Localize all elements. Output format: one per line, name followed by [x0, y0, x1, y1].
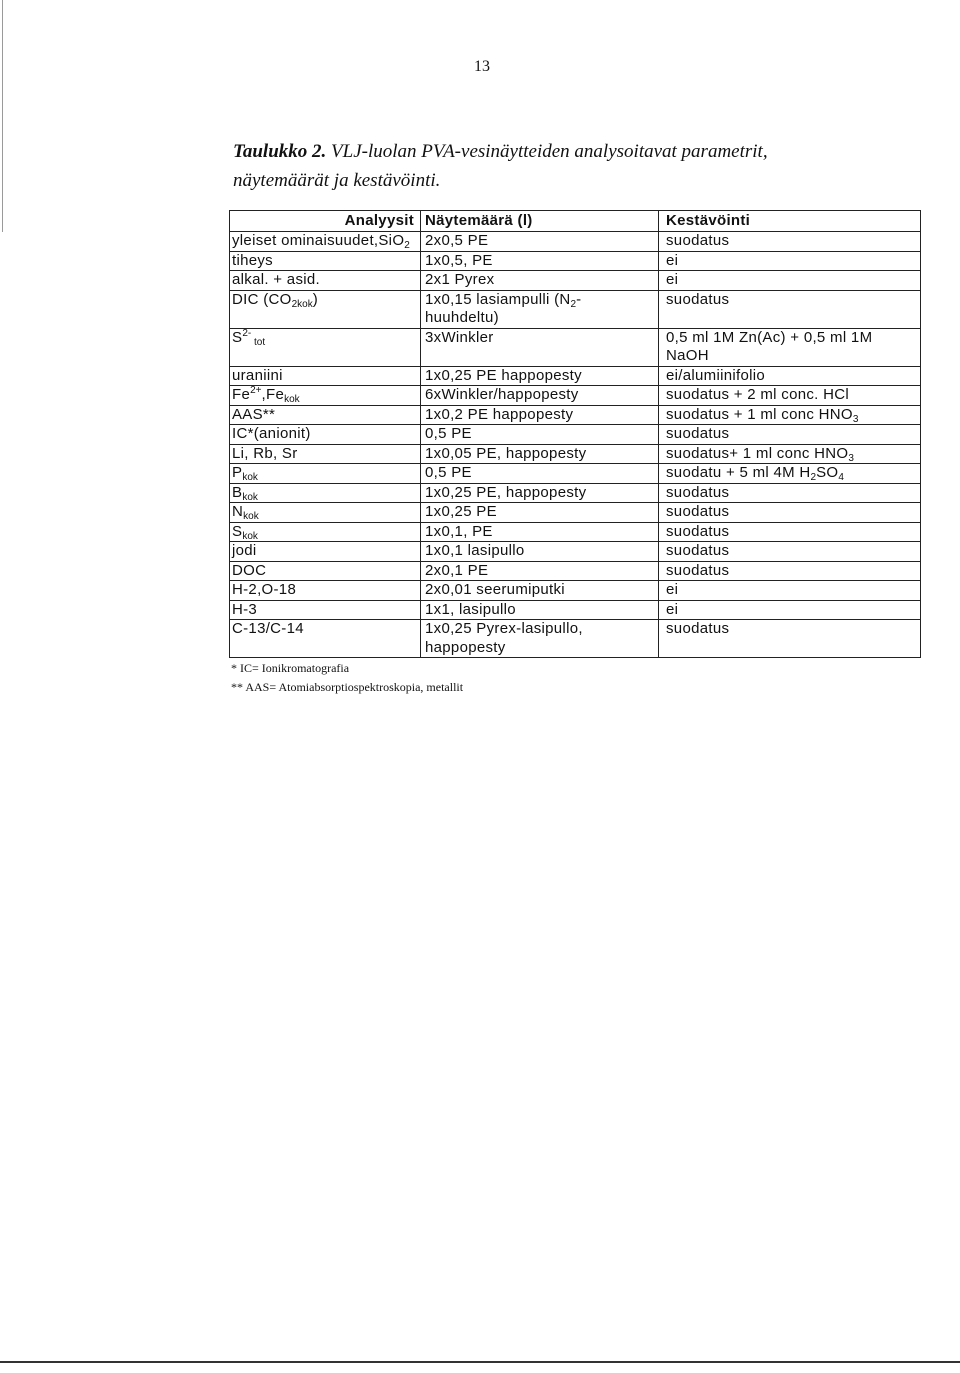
- table-row: [230, 620, 921, 658]
- header-analyses: Analyysit: [230, 211, 421, 232]
- caption-text: VLJ-luolan PVA-vesinäytteiden analysoitavat parametrit, näytemäärät ja kestävöinti.: [233, 141, 768, 191]
- cell-text: suodatus: [666, 232, 730, 249]
- analyte-cell: [230, 522, 421, 542]
- preservation-cell: [659, 366, 921, 386]
- preservation-cell: [659, 522, 921, 542]
- preservation-cell: [659, 581, 921, 601]
- subscript-text: 4: [838, 472, 844, 483]
- header-sample-amount: Näytemäärä (l): [421, 211, 659, 232]
- preservation-cell: [659, 464, 921, 484]
- cell-text: 1x0,25 Pyrex-lasipullo, happopesty: [425, 620, 583, 656]
- cell-text: 2x1 Pyrex: [425, 271, 495, 288]
- analyte-cell: [230, 328, 421, 366]
- cell-text: 1x0,1, PE: [425, 522, 493, 540]
- table-header: [230, 211, 921, 232]
- table-row: [230, 425, 921, 445]
- parameters-table: [229, 210, 921, 658]
- cell-text: suodatus: [666, 620, 730, 637]
- cell-text: SO: [816, 464, 839, 481]
- footnote-aas: ** AAS= Atomiabsorptiospektroskopia, metallit: [231, 680, 464, 694]
- cell-text: 1x0,05 PE, happopesty: [425, 444, 587, 462]
- table-row: [230, 232, 921, 252]
- amount-cell: [421, 290, 659, 328]
- subscript-text: 2: [404, 240, 410, 251]
- cell-text: Li, Rb, Sr: [232, 444, 298, 462]
- cell-text: 1x0,1 lasipullo: [425, 542, 525, 559]
- analyte-cell: [230, 620, 421, 658]
- amount-cell: [421, 503, 659, 523]
- analyte-cell: [230, 542, 421, 562]
- table-row: [230, 366, 921, 386]
- table-row: [230, 251, 921, 271]
- cell-text: 0,5 ml 1M Zn(Ac) + 0,5 ml 1M NaOH: [666, 328, 873, 364]
- preservation-cell: [659, 503, 921, 523]
- cell-text: ei/alumiinifolio: [666, 366, 766, 384]
- cell-text: suodatus: [666, 483, 730, 501]
- cell-text: ,Fe: [261, 386, 285, 403]
- cell-text: 2x0,5 PE: [425, 232, 489, 249]
- subscript-text: 2kok: [291, 298, 313, 310]
- analyte-cell: [230, 503, 421, 523]
- cell-text: 1x0,5, PE: [425, 251, 493, 269]
- analyte-cell: [230, 366, 421, 386]
- cell-text: H-3: [232, 600, 258, 618]
- amount-cell: [421, 366, 659, 386]
- cell-text: suodatus+ 1 ml conc HNO: [666, 444, 849, 462]
- cell-text: -huuhdeltu): [425, 290, 582, 326]
- cell-text: suodatus: [666, 425, 730, 442]
- cell-text: 0,5 PE: [425, 464, 472, 481]
- subscript-text: 2: [810, 472, 817, 483]
- cell-text: uraniini: [232, 366, 283, 384]
- table-row: [230, 271, 921, 291]
- superscript-text: 2-: [242, 327, 252, 339]
- subscript-text: 3: [848, 452, 854, 464]
- analyte-cell: [230, 464, 421, 484]
- cell-text: Fe: [232, 386, 251, 403]
- cell-text: suodatus: [666, 522, 730, 540]
- cell-text: 1x0,15 lasiampulli (N: [425, 290, 571, 308]
- subscript-text: kok: [242, 491, 258, 503]
- analyte-cell: [230, 405, 421, 425]
- page-number: 13: [474, 58, 490, 75]
- cell-text: ei: [666, 581, 679, 598]
- cell-text: yleiset ominaisuudet,SiO: [232, 232, 405, 249]
- table-row: [230, 386, 921, 406]
- preservation-cell: [659, 405, 921, 425]
- subscript-text: 2: [570, 298, 577, 310]
- cell-text: 1x0,25 PE: [425, 503, 497, 520]
- table-row: [230, 542, 921, 562]
- amount-cell: [421, 386, 659, 406]
- preservation-cell: [659, 290, 921, 328]
- table-row: [230, 561, 921, 581]
- preservation-cell: [659, 561, 921, 581]
- superscript-text: 2+: [250, 385, 262, 396]
- footnotes: [231, 659, 631, 697]
- amount-cell: [421, 483, 659, 503]
- header-preservation: Kestävöinti: [659, 211, 921, 232]
- cell-text: 6xWinkler/happopesty: [425, 386, 579, 403]
- table-caption: [233, 137, 808, 195]
- cell-text: 1x0,25 PE happopesty: [425, 366, 582, 384]
- analyte-cell: [230, 251, 421, 271]
- cell-text: 1x0,2 PE happopesty: [425, 405, 574, 423]
- cell-text: 1x0,25 PE, happopesty: [425, 483, 587, 501]
- cell-text: ei: [666, 251, 679, 269]
- cell-text: suodatus: [666, 542, 730, 559]
- cell-text: alkal. + asid.: [232, 271, 320, 288]
- cell-text: ei: [666, 271, 679, 288]
- cell-text: jodi: [232, 542, 257, 559]
- table-row: [230, 581, 921, 601]
- amount-cell: [421, 620, 659, 658]
- table-row: [230, 328, 921, 366]
- analyte-cell: [230, 386, 421, 406]
- preservation-cell: [659, 251, 921, 271]
- table-row: [230, 503, 921, 523]
- cell-text: B: [232, 483, 243, 501]
- table-row: [230, 483, 921, 503]
- preservation-cell: [659, 542, 921, 562]
- analyte-cell: [230, 581, 421, 601]
- preservation-cell: [659, 600, 921, 620]
- amount-cell: [421, 232, 659, 252]
- preservation-cell: [659, 425, 921, 445]
- amount-cell: [421, 444, 659, 464]
- amount-cell: [421, 600, 659, 620]
- header-row: [230, 211, 921, 232]
- subscript-text: kok: [242, 472, 258, 483]
- amount-cell: [421, 522, 659, 542]
- cell-text: 3xWinkler: [425, 328, 494, 346]
- preservation-cell: [659, 232, 921, 252]
- subscript-text: kok: [242, 530, 258, 542]
- scan-edge-line: [2, 0, 3, 232]
- amount-cell: [421, 251, 659, 271]
- preservation-cell: [659, 483, 921, 503]
- cell-text: 1x1, lasipullo: [425, 600, 516, 618]
- table-row: [230, 464, 921, 484]
- cell-text: suodatus + 2 ml conc. HCl: [666, 386, 849, 403]
- cell-text: C-13/C-14: [232, 620, 304, 637]
- cell-text: suodatu + 5 ml 4M H: [666, 464, 811, 481]
- cell-text: S: [232, 328, 243, 346]
- subscript-text: 3: [852, 413, 859, 425]
- cell-text: suodatus: [666, 561, 730, 579]
- cell-text: 0,5 PE: [425, 425, 472, 442]
- analyte-cell: [230, 483, 421, 503]
- analyte-cell: [230, 600, 421, 620]
- cell-text: 2x0,1 PE: [425, 561, 489, 579]
- amount-cell: [421, 561, 659, 581]
- preservation-cell: [659, 328, 921, 366]
- preservation-cell: [659, 620, 921, 658]
- amount-cell: [421, 464, 659, 484]
- cell-text: P: [232, 464, 243, 481]
- analyte-cell: [230, 290, 421, 328]
- cell-text: S: [232, 522, 243, 540]
- scan-bottom-line: [0, 1361, 960, 1363]
- table-row: [230, 405, 921, 425]
- amount-cell: [421, 328, 659, 366]
- table-row: [230, 290, 921, 328]
- preservation-cell: [659, 386, 921, 406]
- caption-label: Taulukko 2.: [233, 141, 327, 162]
- cell-text: AAS**: [232, 405, 276, 423]
- amount-cell: [421, 271, 659, 291]
- cell-text: IC*(anionit): [232, 425, 311, 442]
- table-row: [230, 444, 921, 464]
- table-row: [230, 522, 921, 542]
- cell-text: DOC: [232, 561, 267, 579]
- cell-text: ei: [666, 600, 679, 618]
- amount-cell: [421, 405, 659, 425]
- cell-text: N: [232, 503, 244, 520]
- cell-text: suodatus + 1 ml conc HNO: [666, 405, 853, 423]
- analyte-cell: [230, 444, 421, 464]
- analyte-cell: [230, 271, 421, 291]
- analyte-cell: [230, 232, 421, 252]
- analyte-cell: [230, 561, 421, 581]
- cell-text: suodatus: [666, 503, 730, 520]
- cell-text: ): [312, 290, 319, 308]
- footnote-ic: * IC= Ionikromatografia: [231, 661, 350, 675]
- cell-text: DIC (CO: [232, 290, 292, 308]
- cell-text: H-2,O-18: [232, 581, 297, 598]
- preservation-cell: [659, 444, 921, 464]
- cell-text: 2x0,01 seerumiputki: [425, 581, 565, 598]
- table-body: [230, 232, 921, 658]
- table-row: [230, 600, 921, 620]
- subscript-text: kok: [284, 394, 300, 405]
- analyte-cell: [230, 425, 421, 445]
- amount-cell: [421, 581, 659, 601]
- subscript-text: kok: [243, 511, 259, 522]
- subscript-text: tot: [251, 336, 266, 348]
- preservation-cell: [659, 271, 921, 291]
- amount-cell: [421, 425, 659, 445]
- amount-cell: [421, 542, 659, 562]
- cell-text: suodatus: [666, 290, 730, 308]
- cell-text: tiheys: [232, 251, 273, 269]
